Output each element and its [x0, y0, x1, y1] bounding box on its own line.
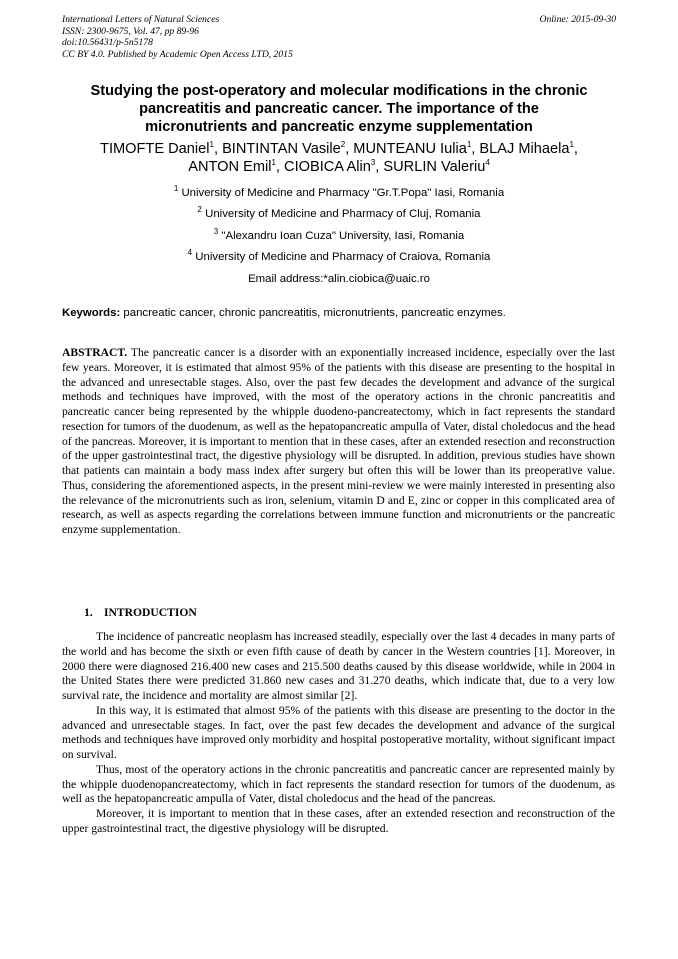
journal-header — [62, 14, 616, 60]
affiliation-1 — [40, 186, 638, 200]
abstract — [62, 346, 615, 538]
affiliation-marker: 3 — [370, 158, 376, 168]
affiliation-text: University of Medicine and Pharmacy "Gr.T.Popa" Iasi, Romania — [181, 187, 505, 199]
paragraph: The incidence of pancreatic neoplasm has increased steadily, especially over the last 4 decades in many parts of the world and has become the sixth or even fifth cause of death by cancer in the Western countries [1]. Moreover, in 2000 there were diagnosed 216.400 new cases and 215.500 deaths caused by this disease worldwide, while in 2004 in the United States there were predicted 31.860 new cases and 31.270 deaths, which indicate that, due to a very low survival rate, the incidence and mortality are almost similar [2]. — [62, 630, 615, 702]
author-name: BINTINTAN Vasile — [222, 141, 341, 157]
introduction-body — [62, 630, 615, 837]
online-date: Online: 2015-09-30 — [539, 14, 616, 25]
license-line: CC BY 4.0. Published by Academic Open Access LTD, 2015 — [62, 48, 293, 60]
author-name: ANTON Emil — [188, 159, 272, 175]
keywords-text: pancreatic cancer, chronic pancreatitis, micronutrients, pancreatic enzymes. — [123, 307, 506, 319]
affiliation-marker: 2 — [340, 140, 346, 150]
affiliation-4 — [40, 250, 638, 264]
affiliation-number: 4 — [187, 248, 193, 258]
author-name: TIMOFTE Daniel — [100, 141, 210, 157]
affiliation-text: University of Medicine and Pharmacy of Cluj, Romania — [205, 208, 481, 220]
affiliation-marker: 1 — [569, 140, 574, 150]
affiliation-number: 1 — [173, 184, 179, 194]
doi-line: doi:10.56431/p-5n5178 — [62, 37, 153, 49]
author-list: TIMOFTE Daniel$^1$, BINTINTAN Vasile$^2$, MUNTEANU Iulia$^1$, BLAJ Mihaela$^1$, ANTON Emil$^1$, CIOBICA Alin$^3$, SURLIN Valeriu$^4$ — [100, 140, 578, 175]
title-line: micronutrients and pancreatic enzyme supplementation — [145, 119, 533, 135]
affiliation-text: University of Medicine and Pharmacy of Craiova, Romania — [195, 251, 491, 263]
affiliation-number: 2 — [197, 205, 202, 215]
abstract-text: The pancreatic cancer is a disorder with an exponentially increased incidence, especially over the last few years. Moreover, it is estimated that almost 95% of the patients with this disease are presenting to the hospital in the advanced and unresectable stages. Also, over the past few decades the development and advance of the surgical methods and techniques have improved, with the most of the operatory actions in the chronic pancreatitis and pancreatic cancer being represented by the whipple duodeno-pancreatectomy, which in fact represents the standard resection for tumors of the duodenum, as well as the hepatopancreatic ampulla of Vater, distal choledocus and the head of the pancreas. Moreover, it is important to mention that in these cases, after an extended resection and reconstruction of the upper gastrointestinal tract, the digestive physiology will be disrupted. In addition, previous studies have shown that patients can maintain a body mass index after surgery but often this will be lower than its preoperative value. Thus, considering the aforementioned aspects, in the present mini-review we were mainly interested in presenting also the relevance of the micronutrients such as iron, selenium, vitamin D and E, zinc or copper in this complicated area of research, as well as aspects regarding the correlations between immune function and micronutrients or the pancreatic enzyme supplementation. — [62, 346, 615, 536]
title-line: pancreatitis and pancreatic cancer. The importance of the — [139, 101, 539, 117]
affiliation-3 — [40, 229, 638, 243]
section-number: 1. — [84, 606, 93, 619]
affiliation-marker: 1 — [209, 140, 214, 150]
abstract-label: ABSTRACT. — [62, 346, 128, 359]
affiliation-marker: 1 — [466, 140, 472, 150]
paragraph: Thus, most of the operatory actions in the chronic pancreatitis and pancreatic cancer are represented mainly by the whipple duodenopancreatectomy, which in fact represents the standard resection for tumors of the duodenum, as well as the hepatopancreatic ampulla of Vater, distal choledocus and the head of the pancreas. — [62, 762, 615, 806]
issn-line: ISSN: 2300-9675, Vol. 47, pp 89-96 — [62, 25, 199, 37]
affiliation-text: "Alexandru Ioan Cuza" University, Iasi, Romania — [221, 230, 465, 242]
affiliation-marker: 1 — [271, 158, 276, 168]
paragraph: Moreover, it is important to mention that in these cases, after an extended resection and reconstruction of the upper gastrointestinal tract, the digestive physiology will be disrupted. — [62, 807, 615, 835]
affiliation-2 — [40, 207, 638, 221]
keywords-line — [62, 306, 622, 320]
paragraph: In this way, it is estimated that almost 95% of the patients with this disease are presenting to the doctor in the advanced and unresectable stages. In fact, over the past few decades the development and advance of the surgical methods and techniques have improved only morbidity and hospital postoperative mortality, without significant impact on survival. — [62, 703, 615, 761]
section-title: INTRODUCTION — [104, 606, 197, 619]
email-address: Email address:*alin.ciobica@uaic.ro — [248, 273, 430, 285]
affiliation-marker: 4 — [485, 158, 490, 168]
title-line: Studying the post-operatory and molecular modifications in the chronic — [90, 83, 588, 99]
paper-title — [40, 82, 638, 136]
author-name: SURLIN Valeriu — [383, 159, 486, 175]
author-name: BLAJ Mihaela — [479, 141, 570, 157]
author-name: MUNTEANU Iulia — [353, 141, 467, 157]
author-name: CIOBICA Alin — [284, 159, 371, 175]
journal-name: International Letters of Natural Sciences — [62, 14, 220, 25]
section-heading — [84, 606, 197, 620]
affiliation-number: 3 — [213, 227, 219, 237]
keywords-label: Keywords: — [62, 307, 121, 319]
